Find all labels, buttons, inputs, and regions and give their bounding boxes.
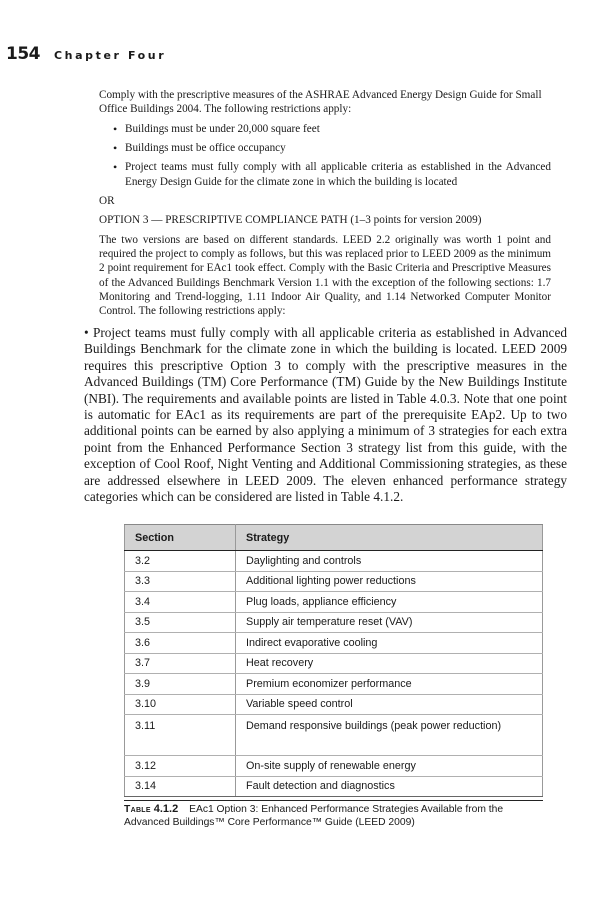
table-caption: [124, 800, 543, 829]
caption-number: 4.1.2: [153, 803, 179, 815]
table-row: [125, 653, 543, 674]
table-row: [125, 592, 543, 613]
table-row: [125, 756, 543, 777]
or-block: [99, 194, 551, 208]
cell-section: 3.10: [125, 694, 236, 715]
cell-strategy: Daylighting and controls: [236, 551, 543, 572]
header-strategy: Strategy: [236, 525, 543, 551]
cell-strategy: Fault detection and diagnostics: [236, 776, 543, 797]
page-number: 154: [6, 44, 40, 64]
intro-paragraph-block: [99, 88, 551, 116]
caption-text: EAc1 Option 3: Enhanced Performance Strategies Available from the Advanced Buildings™ Core Performance™ Guide (LEED 2009): [124, 804, 504, 828]
running-header: [6, 44, 166, 64]
list-item: • Buildings must be office occupancy: [99, 141, 551, 155]
list-item: • Project teams must fully comply with all applicable criteria as established in the Advanced Energy Design Guide for the climate zone in which the building is located: [99, 160, 551, 188]
cell-strategy: Demand responsive buildings (peak power reduction): [236, 715, 543, 756]
cell-strategy: Plug loads, appliance efficiency: [236, 592, 543, 613]
or-text: OR: [99, 195, 115, 207]
cell-section: 3.6: [125, 633, 236, 654]
cell-section: 3.5: [125, 612, 236, 633]
chapter-title: Chapter Four: [54, 49, 167, 62]
cell-section: 3.9: [125, 674, 236, 695]
table-row: [125, 612, 543, 633]
table-row: [125, 551, 543, 572]
strategies-table: [124, 524, 543, 797]
cell-section: 3.3: [125, 571, 236, 592]
cell-section: 3.2: [125, 551, 236, 572]
cell-strategy: Indirect evaporative cooling: [236, 633, 543, 654]
cell-section: 3.7: [125, 653, 236, 674]
body-paragraph: • Project teams must fully comply with all applicable criteria as established in Advanced Buildings Benchmark for the climate zone in which the building is located. LEED 2009 requires this prescriptive Option 3 to comply with the prescriptive measures in the Advanced Buildings (TM) Core Performance (TM) Guide by the New Buildings Institute (NBI). The requirements and available points are listed in Table 4.0.3. Note that one point is automatic for EAc1 as its requirements are part of the prerequisite EAp2. Up to two additional points can be earned by also applying a minimum of 3 strategies for each extra point from the Enhanced Performance Section 3 strategy list from this guide, with the exception of Cool Roof, Night Venting and Additional Commissioning strategies, as these are addressed elsewhere in LEED 2009. The eleven enhanced performance strategy categories which can be considered are listed in Table 4.1.2.: [84, 325, 567, 505]
table-row: [125, 571, 543, 592]
table-row: [125, 674, 543, 695]
intro-paragraph: Comply with the prescriptive measures of the ASHRAE Advanced Energy Design Guide for Small Office Buildings 2004. The following restrictions apply:: [99, 89, 542, 116]
table-row: [125, 694, 543, 715]
cell-strategy: Supply air temperature reset (VAV): [236, 612, 543, 633]
cell-section: 3.4: [125, 592, 236, 613]
cell-section: 3.12: [125, 756, 236, 777]
cell-strategy: Premium economizer performance: [236, 674, 543, 695]
cell-section: 3.11: [125, 715, 236, 756]
restrictions-list: [99, 122, 551, 194]
cell-strategy: Heat recovery: [236, 653, 543, 674]
cell-strategy: Additional lighting power reductions: [236, 571, 543, 592]
table-row: [125, 776, 543, 797]
cell-strategy: On-site supply of renewable energy: [236, 756, 543, 777]
option-heading: OPTION 3 — PRESCRIPTIVE COMPLIANCE PATH (1–3 points for version 2009): [99, 214, 482, 226]
option-paragraph-block: [99, 233, 551, 318]
cell-strategy: Variable speed control: [236, 694, 543, 715]
table-row: [125, 633, 543, 654]
option-heading-block: [99, 213, 551, 227]
caption-label: Table: [124, 804, 151, 815]
header-section: Section: [125, 525, 236, 551]
table-row: [125, 715, 543, 756]
option-paragraph: The two versions are based on different standards. LEED 2.2 originally was worth 1 point and required the project to comply as follows, but this was replaced prior to LEED 2009 as the minimum 2 point requirement for EAc1 took effect. Comply with the Basic Criteria and Prescriptive Measures of the Advanced Buildings Benchmark Version 1.1 with the exception of the following sections: 1.7 Monitoring and Trend-logging, 1.11 Indoor Air Quality, and 1.14 Networked Computer Monitor Control. The following restrictions apply:: [99, 234, 551, 318]
table-header-row: [125, 525, 543, 551]
cell-section: 3.14: [125, 776, 236, 797]
list-item: • Buildings must be under 20,000 square feet: [99, 122, 551, 136]
